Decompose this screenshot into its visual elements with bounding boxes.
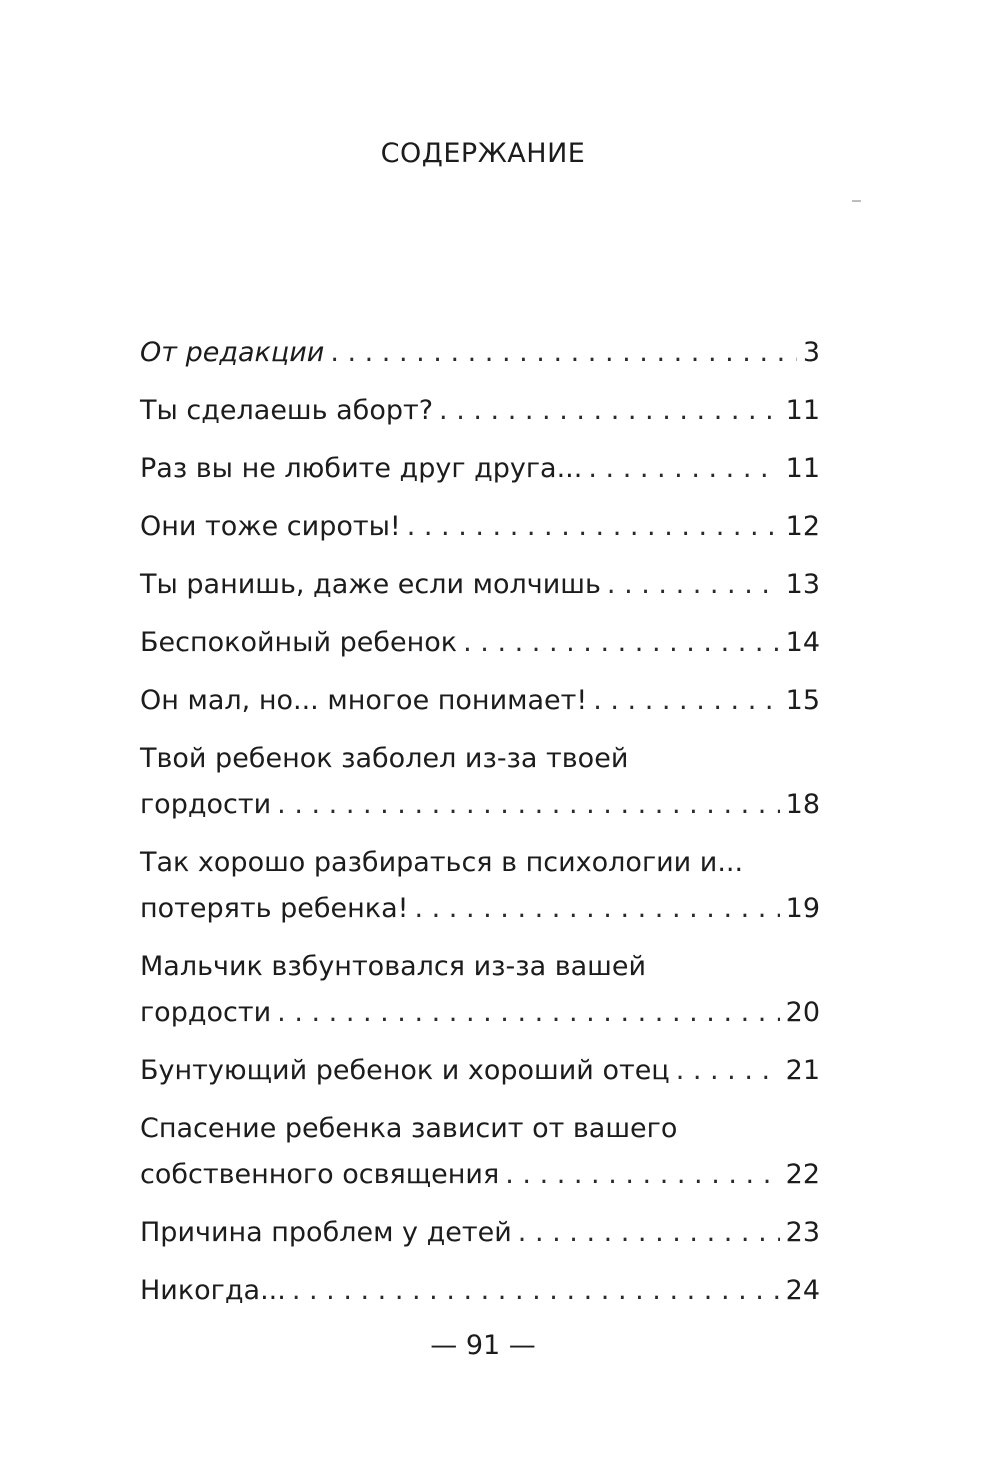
dot-leader: [277, 990, 779, 1036]
toc-entry[interactable]: [140, 678, 820, 724]
print-speck: [852, 200, 861, 202]
toc-entry-title-line: Так хорошо разбираться в психологии и...: [140, 847, 744, 878]
toc-entry-title-line: Твой ребенок заболел из-за твоей: [140, 743, 629, 774]
toc-entry-title-line: Спасение ребенка зависит от вашего: [140, 1113, 678, 1144]
toc-entry[interactable]: [140, 620, 820, 666]
toc-entry-page: 20: [785, 997, 820, 1028]
toc-entry-page: 22: [785, 1159, 820, 1190]
page-number: — 91 —: [430, 1330, 536, 1361]
toc-entry-page: 13: [785, 569, 820, 600]
toc-entry-title: Они тоже сироты!: [140, 511, 401, 542]
toc-entry[interactable]: [140, 504, 820, 550]
toc-entry-page: 23: [785, 1217, 820, 1248]
toc-entry[interactable]: [140, 736, 820, 828]
dot-leader: [505, 1152, 779, 1198]
toc-entry[interactable]: [140, 388, 820, 434]
toc-entry-title: Причина проблем у детей: [140, 1217, 512, 1248]
toc-entry-title: Ты сделаешь аборт?: [140, 395, 434, 426]
table-of-contents: [140, 330, 820, 1326]
dot-leader: [607, 562, 780, 608]
dot-leader: [292, 1268, 780, 1314]
toc-entry[interactable]: [140, 330, 820, 376]
toc-entry-page: 24: [785, 1275, 820, 1306]
toc-entry-page: 14: [785, 627, 820, 658]
toc-entry-title: От редакции: [140, 337, 325, 368]
toc-entry-title: Он мал, но... многое понимает!: [140, 685, 588, 716]
toc-entry-title: собственного освящения: [140, 1159, 500, 1190]
toc-entry[interactable]: [140, 562, 820, 608]
dot-leader: [330, 330, 797, 376]
toc-entry-title: потерять ребенка!: [140, 893, 409, 924]
toc-entry-title: гордости: [140, 789, 272, 820]
toc-entry-title: Беспокойный ребенок: [140, 627, 458, 658]
toc-entry-page: 18: [785, 789, 820, 820]
toc-entry-page: 15: [785, 685, 820, 716]
toc-entry-page: 11: [785, 453, 820, 484]
toc-entry-title: Раз вы не любите друг друга...: [140, 453, 583, 484]
toc-entry[interactable]: [140, 446, 820, 492]
toc-entry-page: 3: [802, 337, 820, 368]
toc-entry-page: 19: [785, 893, 820, 924]
toc-entry-page: 12: [785, 511, 820, 542]
toc-entry[interactable]: [140, 1048, 820, 1094]
toc-entry-title: Бунтующий ребенок и хороший отец: [140, 1055, 670, 1086]
dot-leader: [518, 1210, 780, 1256]
page-title: СОДЕРЖАНИЕ: [380, 138, 586, 169]
toc-entry-title: гордости: [140, 997, 272, 1028]
dot-leader: [463, 620, 780, 666]
dot-leader: [277, 782, 779, 828]
toc-entry[interactable]: [140, 1210, 820, 1256]
toc-entry-page: 11: [785, 395, 820, 426]
dot-leader: [439, 388, 780, 434]
toc-entry-title: Ты ранишь, даже если молчишь: [140, 569, 601, 600]
dot-leader: [407, 504, 780, 550]
dot-leader: [593, 678, 779, 724]
dot-leader: [588, 446, 779, 492]
dot-leader: [676, 1048, 780, 1094]
toc-entry-page: 21: [785, 1055, 820, 1086]
dot-leader: [414, 886, 779, 932]
toc-entry[interactable]: [140, 1106, 820, 1198]
toc-entry-title: Никогда...: [140, 1275, 286, 1306]
toc-entry[interactable]: [140, 840, 820, 932]
toc-entry[interactable]: [140, 944, 820, 1036]
toc-entry[interactable]: [140, 1268, 820, 1314]
toc-entry-title-line: Мальчик взбунтовался из-за вашей: [140, 951, 647, 982]
